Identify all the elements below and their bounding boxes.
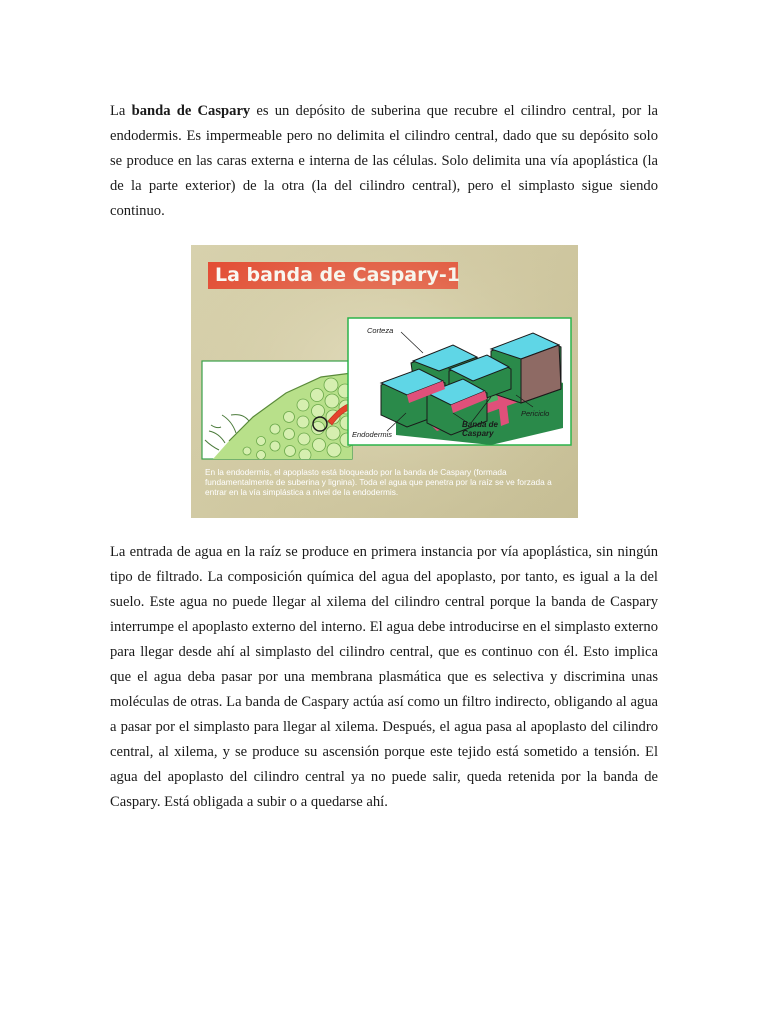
water-entry-paragraph: La entrada de agua en la raíz se produce en primera instancia por vía apoplástica, sin ningún tipo de filtrado. La composición química del agua del apoplasto, por tanto, es igual a la del suelo. Este agua no puede llegar al xilema del cilindro central porque la banda de Caspary interrumpe el apoplasto externo del interno. El agua debe introducirse en el simplasto externo para llegar desde ahí al simplasto del cilindro central, que es continuo con él. Esto implica que el agua deba pasar por una membrana plasmática que es selectiva y discrimina unas moléculas de otras. La banda de Caspary actúa así como un filtro indirecto, obligando al agua a pasar por el simplasto para llegar al xilema. Después, el agua pasa al apoplasto del cilindro central, al xilema, y se produce su ascensión porque este tejido está sometido a tensión. El agua del apoplasto del cilindro central ya no puede salir, queda retenida por la banda de Caspary. Está obligada a subir o a quedarse ahí.	[110, 544, 658, 810]
label-endodermis: Endodermis	[352, 430, 393, 439]
intro-text: es un depósito de suberina que recubre el cilindro central, por la endodermis. Es impermeable pero no delimita el cilindro central, dado que su depósito solo se produce en las caras externa e interna de las células. Solo delimita una vía apoplástica (la de la parte exterior) de la otra (la del cilindro central), pero el simplasto sigue siendo continuo.	[110, 103, 658, 219]
cell-detail-panel	[348, 318, 571, 445]
caspary-term: banda de Caspary	[131, 103, 251, 119]
caspary-figure	[191, 245, 578, 518]
root-section-panel	[202, 361, 354, 461]
intro-prefix: La	[110, 103, 132, 119]
label-banda-1: Banda de	[462, 420, 499, 429]
label-corteza: Corteza	[367, 326, 394, 335]
intro-paragraph	[110, 99, 658, 224]
label-periciclo: Periciclo	[521, 409, 550, 418]
figure-caption: En la endodermis, el apoplasto está bloqueado por la banda de Caspary (formada fundamentalmente de suberina y lignina). Toda el agua que penetra por la raíz se ve forzada a entrar en la vía simplástica a nivel de la endodermis.	[205, 467, 552, 497]
label-banda-2: Caspary	[462, 429, 494, 438]
